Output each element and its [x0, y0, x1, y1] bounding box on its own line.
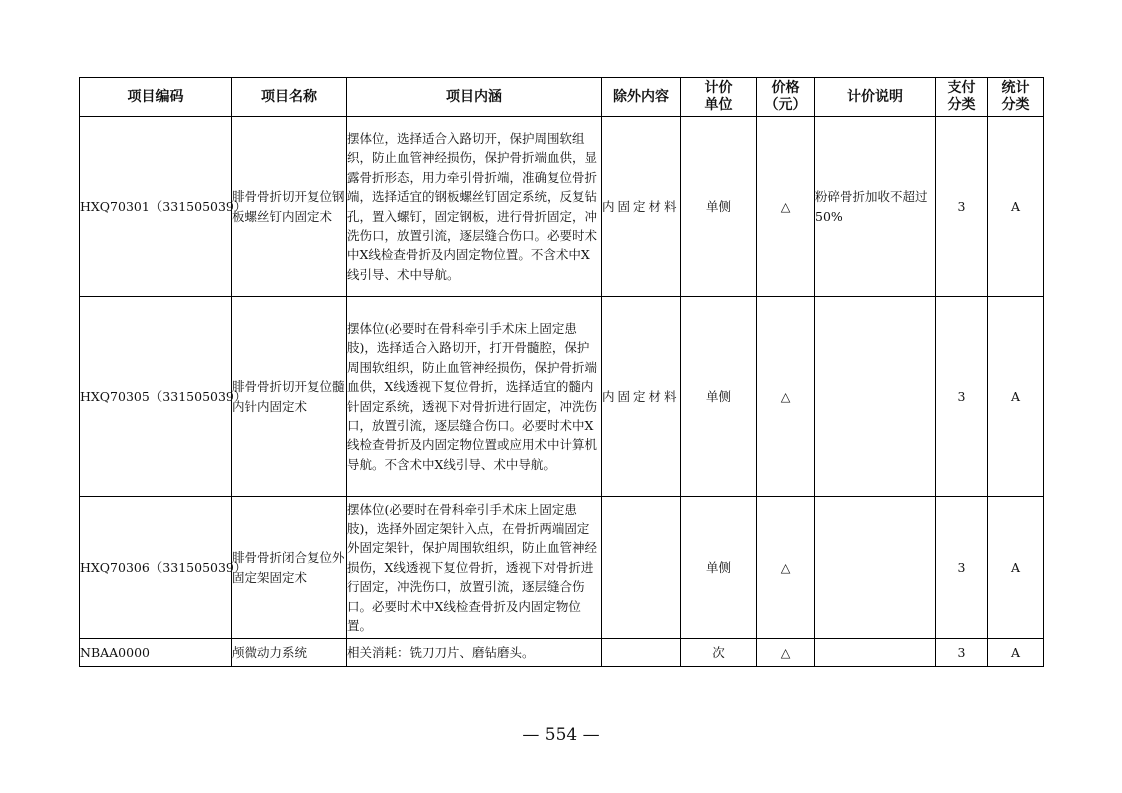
- row-name: 腓骨骨折切开复位钢板螺丝钉内固定术: [232, 117, 347, 297]
- row-content: 摆体位(必要时在骨科牵引手术床上固定患肢)，选择适合入路切开，打开骨髓腔，保护周围软组织，防止血管神经损伤，保护骨折端血供，X线透视下复位骨折，选择适宜的髓内针固定系统，透视下对骨折进行固定，冲洗伤口，放置引流，逐层缝合伤口。必要时术中X线检查骨折及内固定物位置或应用术中计算机导航。不含术中X线引导、术中导航。: [347, 297, 602, 497]
- row-pricing-note: 粉碎骨折加收不超过 50%: [815, 117, 936, 297]
- header-payment-line2: 分类: [947, 97, 976, 113]
- header-stats-line1: 统计: [1001, 80, 1030, 96]
- row-price: △: [757, 497, 815, 639]
- row-payment-class: 3: [936, 639, 988, 667]
- row-code: HXQ70301（331505039）: [80, 117, 232, 297]
- header-stats-class: [988, 78, 1044, 117]
- row-payment-class: 3: [936, 497, 988, 639]
- table-row: [80, 117, 1044, 297]
- row-pricing-note: [815, 297, 936, 497]
- pricing-table: [79, 77, 1044, 667]
- row-code: HXQ70305（331505039）: [80, 297, 232, 497]
- row-name: 腓骨骨折闭合复位外固定架固定术: [232, 497, 347, 639]
- row-stats-class: A: [988, 117, 1044, 297]
- row-unit: 次: [681, 639, 757, 667]
- row-unit: 单侧: [681, 497, 757, 639]
- row-pricing-note: [815, 497, 936, 639]
- header-name: 项目名称: [232, 78, 347, 117]
- table-row: [80, 497, 1044, 639]
- header-row: [80, 78, 1044, 117]
- row-pricing-note: [815, 639, 936, 667]
- row-exclusions: 内固定材料: [602, 297, 681, 497]
- row-name: 腓骨骨折切开复位髓内针内固定术: [232, 297, 347, 497]
- row-stats-class: A: [988, 497, 1044, 639]
- header-code: 项目编码: [80, 78, 232, 117]
- row-stats-class: A: [988, 639, 1044, 667]
- header-pricing-note: 计价说明: [815, 78, 936, 117]
- row-content: 相关消耗：铣刀刀片、磨钻磨头。: [347, 639, 602, 667]
- row-unit: 单侧: [681, 297, 757, 497]
- header-unit-line2: 单位: [704, 97, 733, 113]
- row-name: 颅微动力系统: [232, 639, 347, 667]
- header-unit: [681, 78, 757, 117]
- header-price-line1: 价格: [771, 80, 800, 96]
- row-content: 摆体位，选择适合入路切开，保护周围软组织，防止血管神经损伤，保护骨折端血供，显露骨折形态，用力牵引骨折端，准确复位骨折端，选择适宜的钢板螺丝钉固定系统，反复钻孔，置入螺钉，固定钢板，进行骨折固定，冲洗伤口，放置引流，逐层缝合伤口。必要时术中X线检查骨折及内固定物位置。不含术中X线引导、术中导航。: [347, 117, 602, 297]
- header-price: [757, 78, 815, 117]
- row-exclusions: 内固定材料: [602, 117, 681, 297]
- header-price-line2: （元）: [764, 97, 807, 113]
- page-number: — 554 —: [522, 725, 600, 745]
- header-stats-line2: 分类: [1001, 97, 1030, 113]
- row-exclusions: [602, 497, 681, 639]
- header-payment-line1: 支付: [947, 80, 976, 96]
- row-price: △: [757, 297, 815, 497]
- row-content: 摆体位(必要时在骨科牵引手术床上固定患肢)，选择外固定架针入点，在骨折两端固定外固定架针，保护周围软组织，防止血管神经损伤，X线透视下复位骨折，透视下对骨折进行固定，冲洗伤口，放置引流，逐层缝合伤口。必要时术中X线检查骨折及内固定物位置。: [347, 497, 602, 639]
- row-unit: 单侧: [681, 117, 757, 297]
- header-exclusions: 除外内容: [602, 78, 681, 117]
- header-content: 项目内涵: [347, 78, 602, 117]
- row-payment-class: 3: [936, 297, 988, 497]
- row-code: HXQ70306（331505039）: [80, 497, 232, 639]
- row-payment-class: 3: [936, 117, 988, 297]
- row-exclusions: [602, 639, 681, 667]
- row-price: △: [757, 639, 815, 667]
- header-payment-class: [936, 78, 988, 117]
- row-stats-class: A: [988, 297, 1044, 497]
- row-code: NBAA0000: [80, 639, 232, 667]
- row-price: △: [757, 117, 815, 297]
- table-row: [80, 639, 1044, 667]
- table-row: [80, 297, 1044, 497]
- header-unit-line1: 计价: [704, 80, 733, 96]
